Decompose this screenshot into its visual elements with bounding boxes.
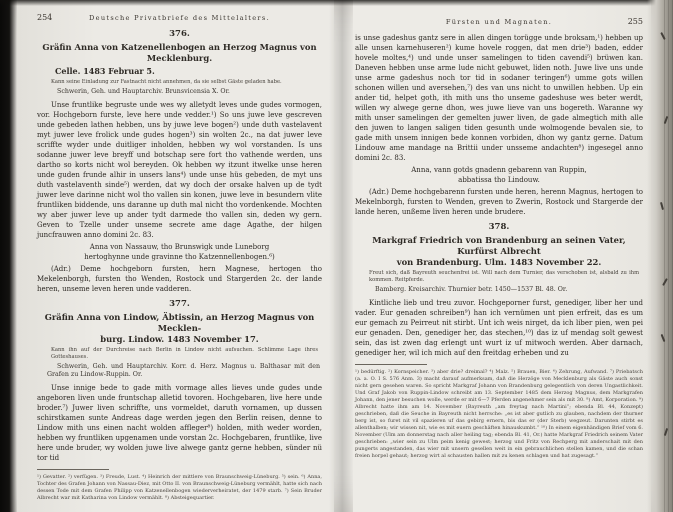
page-254 <box>17 0 334 512</box>
letter-377-signature-line2: abbatissa tho Lindouw. <box>458 176 540 184</box>
footnotes-left: ¹) Gevatter. ²) verfügen. ³) Freude, Lust. ⁴) Heinrich der mittlere von Braunschweig-Lüneburg. ⁵) sein. ⁶) Anna, Tochter des Grafen Johann von Nassau-Diez, mit Otto II. von Braunschweig-Lüneburg vermählt, hatte sich nach dessen Tode mit dem Grafen Philipp von Katzenellenbogen wiederverheiratet, der 1479 starb. ⁷) Sein Bruder Albrecht war mit Katharina von Lindow vermählt. ⁸) Absteigequartier. <box>37 473 322 501</box>
letter-378-archive: Bamberg. Kreisarchiv. Thurnier betr. 1450—1537 Bl. 48. Or. <box>375 286 568 293</box>
footnote-separator-right <box>355 364 427 365</box>
binding-gutter-shadow <box>329 0 353 512</box>
footnotes-right: ¹) bedürftig. ²) Kornspeicher. ³) aber drie? dreimal? ⁴) Malz. ⁵) Brauen, Bier. ⁶) Zehrung, Aufwand. ⁷) Priebatsch (a. a. O. I S. 576 Anm. 3) macht darauf aufmerksam, daß die Herzöge von Mecklenburg als Gäste auch sonst nicht gern gesehen waren. So spricht Markgraf Johann von Brandenburg gelegentlich von deren Ungastlichkeit. Und Graf Jakob von Ruppin-Lindow schreibt am 13. September 1485 dem Herzog Magnus, dem Markgrafen Johann, den jener besuchen wolle, werde er mit 6—7 Pferden angenehmer sein als mit 30. ⁸) Amt, Korporation. ⁹) Albrecht hatte ihm am 14. November (Bayreuth „am freytag nach Martini“; ebenda Bl. 44, Konzept) geschrieben, daß die Seuche in Bayreuth nicht herrsche: „es ist aber gutlich zu glauben, nachdem der thurner berg ist, so furet nit vil spazieren uf das gebirg ernern, bis das er (der Sterb) wegzeut. Darunten stirbt es allenthalben; wir wissen nit, wie es mit euern geschäften hinauskumbt.“ ¹⁰) In einem eigenhändigen Brief vom 6. November (Ulm am donnerstag nach aller heiling tag; ebenda Bl. 41, Or.) hatte Markgraf Friedrich seinem Vater geschrieben: „wier sein zu Ulm peim kenig gewest; herzog und Fritz von Rechperg mit anderschait mit den pungerts angestanden, das wier mit unsern gesellen weit in ein gebrauchlichen stellen kamen, und die schan freien horpel gehaut; herzog wirt al schausten hallen mit zu kenen schlagen und hat zugesagt.“ <box>355 368 643 459</box>
page-number-left: 254 <box>37 13 53 22</box>
letter-376-dateline: Celle. 1483 Februar 5. <box>55 66 155 76</box>
letter-376-title: Gräfin Anna von Katzenellenbogen an Herzog Magnus von Mecklenburg. <box>42 42 317 63</box>
scan-top-edge <box>0 0 673 6</box>
letter-378-regest: Freut sich, daß Bayreuth seuchenfrei ist. Will nach dem Turnier, das verschoben ist, alsbald zu ihm kommen. Reitpferde. <box>369 270 639 283</box>
page-255 <box>353 0 651 512</box>
scan-left-edge <box>0 0 17 512</box>
letter-377-number: 377. <box>169 298 190 309</box>
letter-376-number: 376. <box>169 29 190 39</box>
letter-377-title-line2: burg. Lindow. 1483 November 17. <box>100 333 259 344</box>
letter-377-body-start: Unse innige bede to gade mith vormage alles lieves unde gudes unde angeboren liven unde fruntschap alletid tovoren. Hochgebaren, live here unde broder.⁷) Juwer liven schriffte, uns vormeldet, daruth vornamen, up dussen schirstkamen sunte Andreas dage werden jegen den Berlin reisen, denne to Lindow mith uns einen nacht wolden affleger⁸) holden, mith weder worden, hebben wy fruntliken upgenamen unde vorstan 2c. Hochgebaren, fruntlike, live here unde bruder, wy wolden juwe live alwege gantz gerne hebben, sünder nü tor tid <box>37 383 322 462</box>
letter-377-signature-line1: Anna, vann gotds gnadenn gebarenn van Ruppin, <box>411 166 587 174</box>
letter-377-body-end: is unse gadeshus gantz sere in allen dingen torügge unde broksam,¹) hebben up alle unsen karnehuseren²) kume hovele roggen, dat men drie³) baden, edder hovele moltes,⁴) und unde unser samelingen to tiden cavendi⁵) brüwen kan. Daneven hebben unse arme lude nicht gebuwet, liden noth. Juwe live uns unde unse arme gadeshus noch tor tid in sodaner teringen⁶) umme gots willen schonen willen und aversehen,⁷) des van uns nicht to unwillen hebben. Up ein ander tid, helpet goth, ith mith uns tho unseme gadeshuse wes beter werdt, willen wy alwege gerne dhon, wes juwe lieve van uns bogereth. Waranne wy mith unser samelingen der gemelten juwer liven, de gade almegtich mith alle den juwen to langen saligen tiden gesunth unde wolmogende bevalen sie, to gade mith unsem innigen bede konnen vorbiden, dhon wy gantz gerne. Datum Lindouw ame mandage na Brittii under unsseme andachten⁸) ingesegel anno domini 2c. 83. <box>355 34 643 162</box>
letter-378-number: 378. <box>488 222 510 232</box>
running-head-left: Deutsche Privatbriefe des Mittelalters. <box>89 14 270 22</box>
page-edge-streaks <box>661 0 673 512</box>
letter-376-body: Unse fruntlike begruste unde wes wy alletydt leves unde gudes vormogen, vor. Hochgeborn furste, leve here unde vedder.¹) So uns juwe leve gescreven unde gebeden lathen hebben, uns by juwe leve bogen²) unde duth vastelavent myt juwer leve frolick unde gudes hogen³) sin wolten 2c., na dat juwer leve scriffte wyder unde duitliger inholden, hebben wy wol vorstanden. Is uns sodanne juwer leve breyff und botschap sere fort tho vathende werden, uns dartho so korts nicht wol bereyden. Ok hebben wy itzunt itwelke unse heren unde guden frunde alhir in unsers lans⁴) unde unse hüs gebeden, de myt uns duth vastelaventh sinde⁵) werden, dat wy doch der orsake halven up de tydt juwer leve darinne nicht wol tho vallen sin konen, juwe leve in besundern vlite fruntliken biddende, uns daranne up duth mal nicht tho vordenkende. Mochten wy aber juwer leve up ander tydt darmede tho vallen sin, deden wy gern. Geven to Tzelle under unseme secrete ame dage Agathe, der hilgen juncfrauwen anno domini 2c. 83. <box>37 100 322 239</box>
letter-378-title <box>355 235 643 268</box>
letter-378-body: Kintliche lieb und treu zuvor. Hochgeporner furst, genediger, liber her und vader. Eur genaden schreiben⁹) han ich vernümen unt pien erfreit, das es um eur gemach zu Peirreut nit stirbt. Unt ich weis nirget, da ich liber pien, wen pei eur genaden. Den, genediger her, das stechen,¹⁰) das iz uf mendag solt gewest sein, das ist zwen dag erlengt unt wurt iz uf mitwoch werden. Aber darnach, genediger her, wil ich mich auf den freitdag erheben und zu <box>355 298 643 357</box>
letter-377-address: (Adr.) Deme hochgebarenn fursten unde heren, herenn Magnus, hertogen to Mekelnborgh, fursten to Wenden, greven to Zwerin, Rostock und Stargerde der lande heren, unßeme liven heren unde brudere. <box>355 188 643 216</box>
letter-377-regest: Kann ihn auf der Durchreise nach Berlin in Lindow nicht aufsuchen. Schlimme Lage ihres Gotteshauses. <box>51 346 318 360</box>
letter-377-title <box>37 312 322 345</box>
letter-376-regest: Kann seine Einladung zur Fastnacht nicht annehmen, da sie selbst Gäste geladen habe. <box>51 79 282 85</box>
letter-376-signature <box>37 242 322 262</box>
letter-376-archive: Schwerin, Geh. und Hauptarchiv. Brunsvicensia X. Or. <box>57 88 230 95</box>
footnote-separator-left <box>37 469 109 470</box>
letter-376-address: (Adr.) Deme hochgeborn fursten, hern Magnese, hertogen tho Mekelenborgh, fursten tho Wenden, Rostock und Stargerden 2c. der lande heren, unseme leven heren unde vadderen. <box>37 264 322 293</box>
letter-376-signature-line1: Anna von Nassauw, tho Brunswigk unde Luneborg <box>89 242 270 251</box>
letter-377-archive: Schwerin, Geh. und Hauptarchiv. Korr. d. Herz. Magnus u. Balthasar mit den Grafen zu Lindow-Ruppin. Or. <box>47 362 320 379</box>
letter-377-title-line1: Gräfin Anna von Lindow, Äbtissin, an Herzog Magnus von Mecklen- <box>44 311 315 333</box>
running-head-row-left <box>37 13 322 22</box>
running-head-row-right <box>355 17 643 26</box>
letter-378-title-line1: Markgraf Friedrich von Brandenburg an seinen Vater, Kurfürst Albrecht <box>372 235 626 256</box>
running-head-right: Fürsten und Magnaten. <box>445 18 553 26</box>
letter-376-signature-line2: hertoghynne unde gravinne tho Katzennellenbogen.⁶) <box>84 252 275 261</box>
page-number-right: 255 <box>627 17 643 26</box>
letter-378-title-line2: von Brandenburg. Ulm. 1483 November 22. <box>396 257 602 267</box>
letter-377-signature <box>355 165 643 185</box>
